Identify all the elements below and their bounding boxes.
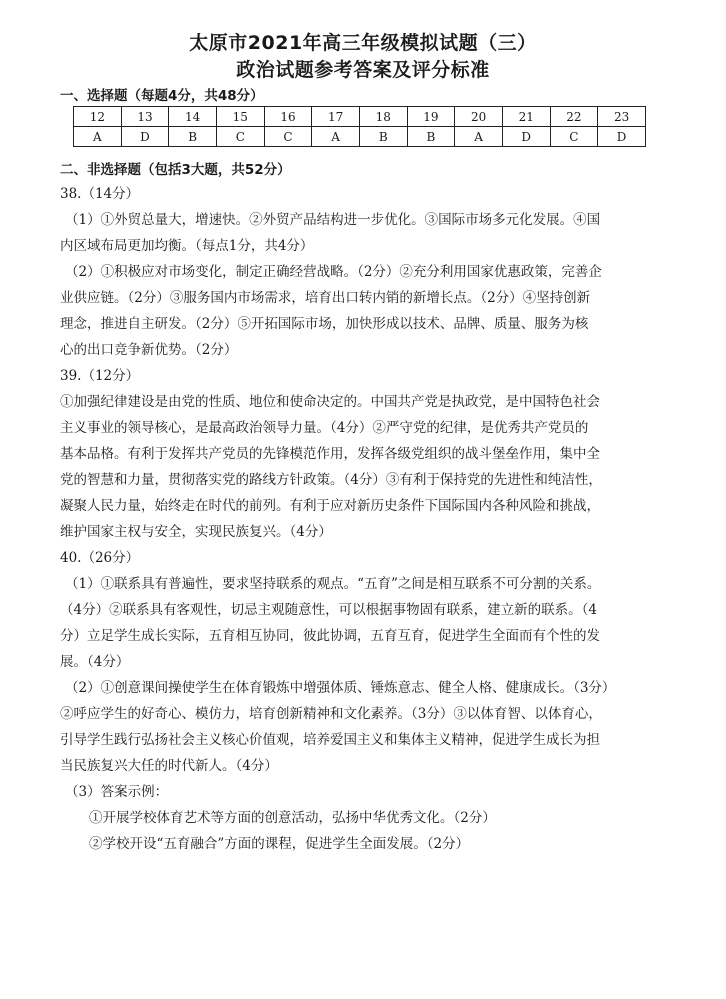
text-line: 展。（4分） <box>60 654 130 670</box>
text-line: （2）①创意课间操使学生在体育锻炼中增强体质、锤炼意志、健全人格、健康成长。（3分） <box>65 680 616 696</box>
text-line: 分）立足学生成长实际，五育相互协同，彼此协调，五育互育，促进学生全面而有个性的发 <box>60 628 600 644</box>
text-line: 党的智慧和力量，贯彻落实党的路线方针政策。（4分）③有利于保持党的先进性和纯洁性， <box>60 472 602 488</box>
question-label-38: 38.（14分） <box>60 186 140 202</box>
page-subtitle: 政治试题参考答案及评分标准 <box>236 59 490 81</box>
text-line: 引导学生践行弘扬社会主义核心价值观，培养爱国主义和集体主义精神，促进学生成长为担 <box>60 732 600 748</box>
table-cell: 12 <box>74 107 122 127</box>
text-line: 维护国家主权与安全，实现民族复兴。（4分） <box>60 524 332 540</box>
page-title: 太原市2021年高三年级模拟试题（三） <box>189 32 537 54</box>
table-cell: 19 <box>407 107 455 127</box>
table-cell: C <box>216 127 264 147</box>
table-cell: 20 <box>455 107 503 127</box>
text-line: 心的出口竞争新优势。（2分） <box>60 342 238 358</box>
table-cell: B <box>407 127 455 147</box>
table-cell: 15 <box>216 107 264 127</box>
answer-table <box>73 106 646 147</box>
text-line: 业供应链。（2分）③服务国内市场需求，培育出口转内销的新增长点。（2分）④坚持创新 <box>60 290 591 306</box>
table-cell: B <box>359 127 407 147</box>
table-cell: 22 <box>550 107 598 127</box>
table-cell: B <box>169 127 217 147</box>
text-line: （4分）②联系具有客观性，切忌主观随意性，可以根据事物固有联系，建立新的联系。（4 <box>60 602 597 618</box>
text-line: 理念，推进自主研发。（2分）⑤开拓国际市场，加快形成以技术、品牌、质量、服务为核 <box>60 316 589 332</box>
section-heading-choice: 一、选择题（每题4分，共48分） <box>60 88 264 104</box>
table-cell: 18 <box>359 107 407 127</box>
text-line: 基本品格。有利于发挥共产党员的先锋模范作用，发挥各级党组织的战斗堡垒作用，集中全 <box>60 446 600 462</box>
table-cell: D <box>121 127 169 147</box>
text-line: ①开展学校体育艺术等方面的创意活动，弘扬中华优秀文化。（2分） <box>89 810 496 826</box>
table-row-answers <box>74 127 646 147</box>
text-line: 当民族复兴大任的时代新人。（4分） <box>60 758 278 774</box>
question-label-40: 40.（26分） <box>60 550 140 566</box>
table-cell: A <box>312 127 360 147</box>
text-line: （3）答案示例： <box>65 784 169 800</box>
table-cell: D <box>502 127 550 147</box>
text-line: ①加强纪律建设是由党的性质、地位和使命决定的。中国共产党是执政党，是中国特色社会 <box>60 394 600 410</box>
table-cell: C <box>264 127 312 147</box>
text-line: （2）①积极应对市场变化，制定正确经营战略。（2分）②充分利用国家优惠政策，完善企 <box>65 264 602 280</box>
table-cell: 16 <box>264 107 312 127</box>
text-line: 主义事业的领导核心，是最高政治领导力量。（4分）②严守党的纪律，是优秀共产党员的 <box>60 420 589 436</box>
text-line: 凝聚人民力量，始终走在时代的前列。有利于应对新历史条件下国际国内各种风险和挑战， <box>60 498 600 514</box>
question-label-39: 39.（12分） <box>60 368 140 384</box>
table-cell: A <box>455 127 503 147</box>
table-cell: D <box>598 127 646 147</box>
text-line: （1）①联系具有普遍性，要求坚持联系的观点。“五育”之间是相互联系不可分割的关系。 <box>65 576 601 592</box>
text-line: 内区域布局更加均衡。（每点1分，共4分） <box>60 238 314 254</box>
table-cell: 14 <box>169 107 217 127</box>
table-cell: 23 <box>598 107 646 127</box>
table-row-numbers <box>74 107 646 127</box>
table-cell: C <box>550 127 598 147</box>
table-cell: 13 <box>121 107 169 127</box>
table-cell: 17 <box>312 107 360 127</box>
text-line: ②学校开设“五育融合”方面的课程，促进学生全面发展。（2分） <box>89 836 470 852</box>
section-heading-essay: 二、非选择题（包括3大题，共52分） <box>60 162 291 178</box>
table-cell: A <box>74 127 122 147</box>
table-cell: 21 <box>502 107 550 127</box>
text-line: ②呼应学生的好奇心、模仿力，培育创新精神和文化素养。（3分）③以体育智、以体育心， <box>60 706 602 722</box>
answer-body <box>60 181 666 857</box>
text-line: （1）①外贸总量大，增速快。②外贸产品结构进一步优化。③国际市场多元化发展。④国 <box>65 212 601 228</box>
